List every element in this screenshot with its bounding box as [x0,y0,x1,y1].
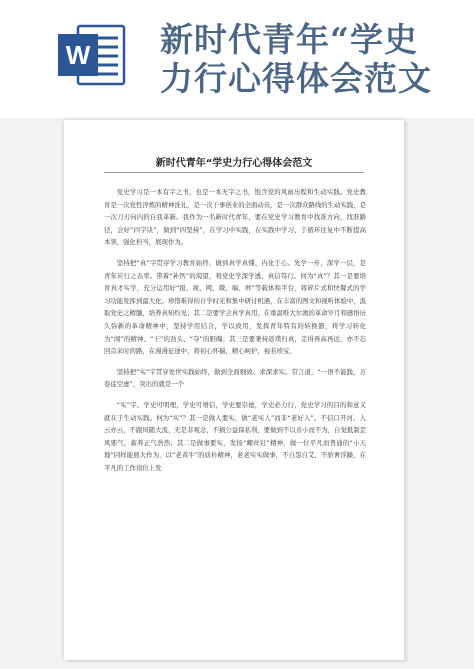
banner-title [160,20,460,98]
word-icon-letter: W [65,40,91,70]
banner-title-line2: 力行心得体会范文 [160,59,432,98]
word-doc-icon [56,22,126,88]
paragraph: “实”字。学史可明理，学史可增信，学史要崇德，学史必力行，党史学习的目的和意义就在于生动实践。何为“实”？其一是做人要实，做“老实人”而非“老好人”。不信口开河、人云亦云，不跟风随大流、无是非观念，不损公益保私利，要做到不以善小而不为，自觉抵制歪风邪气，蓄养正气浩然；其二是做事要实，发扬“螺丝钉”精神，做一位平凡而普通的“小天地”同样能展大作为，以“老黄牛”的质朴精神，老老实实做事，不自怨自艾，不骄奢浮躁，在平凡的工作岗位上发 [104,400,367,472]
paragraph: 坚持把“真”字贯穿学习教育始终，做到真学真懂、内化于心。先学一步，深学一层，是青年应行之表率。带着“补钙”的渴望，将党史学深学透，真信笃行。何为“真”？其一是要培育真才实学，充分运用好“报、视、网、微、端、屏”等载体和平台，将碎片式和快餐式的学习功能发挥到最大化。珍惜难得的自学时光和集中研讨机遇，在丰富的图文和视听体验中，汲取党史之精髓，培养真知灼见；其二是要学会真学真用，在重温唯大尔澳的革命岁月和感悟历久弥新的革命精神中，坚持学用结合，学以致用，发挥青年特有的转换器，将学习转化为“闯”的精神、“干”的劲头、“夺”的胆魄；其三是要秉持返璞归真，走得再高再远，亦不忘回首来时的路，在漫漫征途中，将初心怀揣，精心呵护，视若珍宝。 [104,258,367,356]
title-divider [104,172,364,173]
document-body [104,186,366,482]
banner [0,0,474,110]
document-title: 新时代青年“学史力行心得体会范文 [155,158,313,169]
banner-title-line1: 新时代青年“学史 [160,20,418,59]
paragraph: 党史学习是一本有字之书，也是一本无字之书，饱含党的风雨历程和生动实践。党史教育是一次党性淬炼的精神洗礼，是一次干事创业的全面动员，是一次群众路线的生动实践，是一次刀刃向内的自我革新。我作为一名新时代青年，要在党史学习教育中找准方向，找准路径，会好“四字诀”，做到“四坚持”，在学习中实践，在实践中学习，于循环往复中不断提高本领，强化担当，展现作为。 [104,188,367,247]
paragraph: 坚持把“实”字贯穿处世实践始终，做到全面细致、求深求实。常言道，“一语不能践，万卷徒空虚”，突出的就是一个 [104,367,366,389]
document-page [64,120,404,660]
